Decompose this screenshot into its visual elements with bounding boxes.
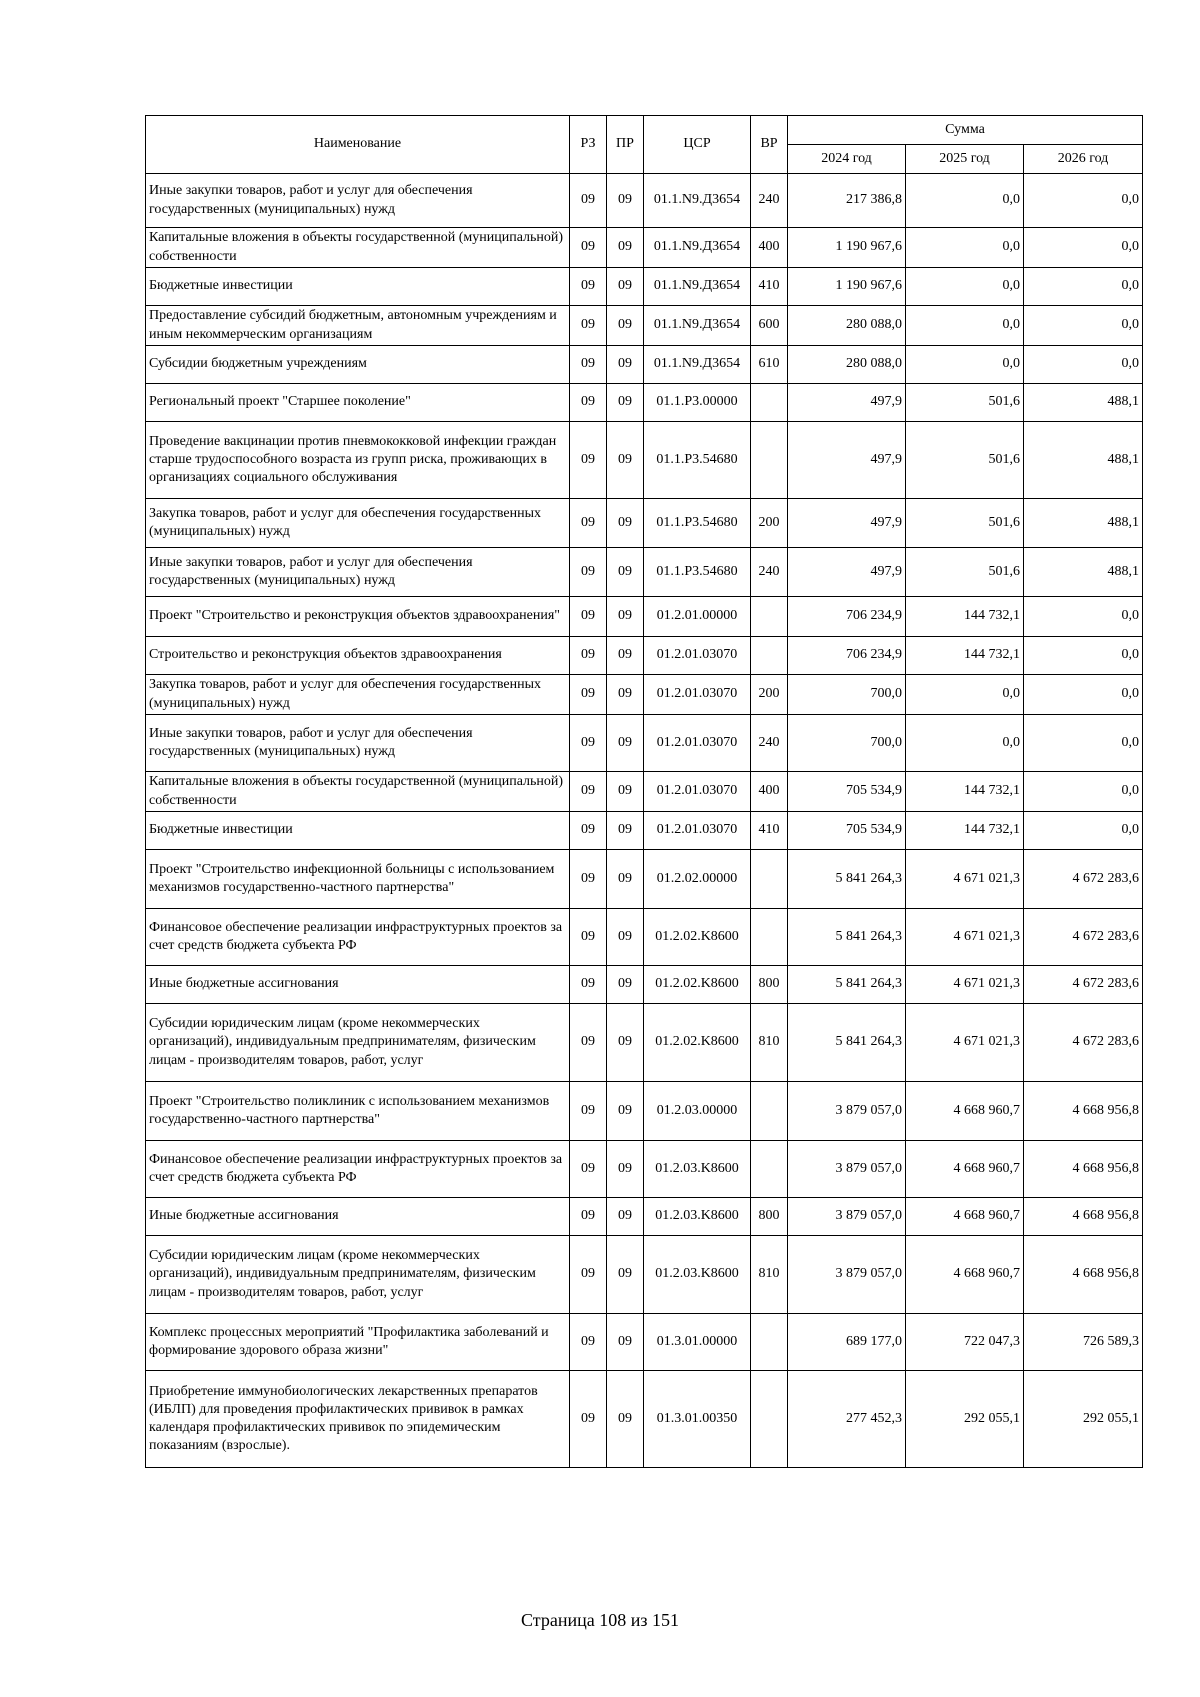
table-row (146, 1314, 1143, 1371)
row-sum-2026: 4 672 283,6 (1024, 850, 1143, 909)
row-sum-2025: 0,0 (906, 228, 1024, 268)
table-row (146, 1004, 1143, 1082)
table-row (146, 548, 1143, 597)
row-sum-2024: 5 841 264,3 (788, 1004, 906, 1082)
row-rz: 09 (570, 1371, 607, 1468)
row-rz: 09 (570, 715, 607, 772)
row-rz: 09 (570, 228, 607, 268)
table-row (146, 268, 1143, 306)
row-sum-2024: 497,9 (788, 422, 906, 499)
row-pr: 09 (607, 715, 644, 772)
row-sum-2024: 5 841 264,3 (788, 850, 906, 909)
row-name: Капитальные вложения в объекты государственной (муниципальной) собственности (146, 772, 570, 812)
row-rz: 09 (570, 1314, 607, 1371)
row-name: Иные бюджетные ассигнования (146, 1198, 570, 1236)
row-sum-2025: 501,6 (906, 548, 1024, 597)
row-sum-2024: 706 234,9 (788, 597, 906, 637)
row-csr: 01.1.P3.00000 (644, 384, 751, 422)
row-rz: 09 (570, 597, 607, 637)
row-pr: 09 (607, 812, 644, 850)
row-sum-2026: 0,0 (1024, 715, 1143, 772)
row-pr: 09 (607, 422, 644, 499)
row-vr (751, 909, 788, 966)
row-csr: 01.1.P3.54680 (644, 422, 751, 499)
row-sum-2026: 0,0 (1024, 174, 1143, 228)
row-sum-2026: 292 055,1 (1024, 1371, 1143, 1468)
header-csr: ЦСР (644, 116, 751, 174)
row-vr: 400 (751, 228, 788, 268)
header-name: Наименование (146, 116, 570, 174)
row-csr: 01.2.03.K8600 (644, 1198, 751, 1236)
row-vr: 200 (751, 499, 788, 548)
table-row (146, 499, 1143, 548)
row-name: Финансовое обеспечение реализации инфраструктурных проектов за счет средств бюджета субъекта РФ (146, 909, 570, 966)
row-sum-2025: 0,0 (906, 268, 1024, 306)
row-csr: 01.2.03.K8600 (644, 1236, 751, 1314)
row-sum-2026: 726 589,3 (1024, 1314, 1143, 1371)
row-sum-2024: 3 879 057,0 (788, 1082, 906, 1141)
row-name: Закупка товаров, работ и услуг для обеспечения государственных (муниципальных) нужд (146, 675, 570, 715)
row-sum-2025: 0,0 (906, 174, 1024, 228)
row-name: Иные закупки товаров, работ и услуг для обеспечения государственных (муниципальных) нужд (146, 174, 570, 228)
row-vr (751, 422, 788, 499)
row-sum-2026: 4 672 283,6 (1024, 966, 1143, 1004)
row-pr: 09 (607, 909, 644, 966)
row-sum-2026: 0,0 (1024, 772, 1143, 812)
row-rz: 09 (570, 637, 607, 675)
row-name: Иные закупки товаров, работ и услуг для обеспечения государственных (муниципальных) нужд (146, 548, 570, 597)
row-rz: 09 (570, 346, 607, 384)
row-sum-2024: 217 386,8 (788, 174, 906, 228)
row-csr: 01.2.02.K8600 (644, 966, 751, 1004)
table-header (146, 116, 1143, 174)
row-sum-2026: 488,1 (1024, 422, 1143, 499)
header-vr: ВР (751, 116, 788, 174)
row-sum-2025: 4 668 960,7 (906, 1082, 1024, 1141)
row-sum-2025: 501,6 (906, 499, 1024, 548)
row-sum-2024: 497,9 (788, 499, 906, 548)
row-pr: 09 (607, 966, 644, 1004)
row-csr: 01.2.01.03070 (644, 637, 751, 675)
budget-table (145, 115, 1143, 1468)
row-vr (751, 850, 788, 909)
row-pr: 09 (607, 174, 644, 228)
row-vr: 240 (751, 548, 788, 597)
row-pr: 09 (607, 384, 644, 422)
row-sum-2024: 280 088,0 (788, 306, 906, 346)
table-row (146, 346, 1143, 384)
row-pr: 09 (607, 268, 644, 306)
row-csr: 01.1.N9.Д3654 (644, 268, 751, 306)
table-row (146, 1371, 1143, 1468)
row-rz: 09 (570, 909, 607, 966)
row-rz: 09 (570, 268, 607, 306)
header-year-2025: 2025 год (906, 145, 1024, 174)
row-sum-2024: 497,9 (788, 548, 906, 597)
row-rz: 09 (570, 772, 607, 812)
row-csr: 01.2.01.03070 (644, 772, 751, 812)
row-csr: 01.3.01.00000 (644, 1314, 751, 1371)
row-name: Иные бюджетные ассигнования (146, 966, 570, 1004)
row-sum-2025: 4 671 021,3 (906, 966, 1024, 1004)
row-rz: 09 (570, 812, 607, 850)
row-sum-2025: 0,0 (906, 306, 1024, 346)
row-sum-2026: 488,1 (1024, 384, 1143, 422)
row-sum-2024: 3 879 057,0 (788, 1198, 906, 1236)
row-pr: 09 (607, 1004, 644, 1082)
table-row (146, 384, 1143, 422)
row-name: Субсидии юридическим лицам (кроме некоммерческих организаций), индивидуальным предпринимателям, физическим лицам - производителям товаров, работ, услуг (146, 1004, 570, 1082)
row-vr: 410 (751, 812, 788, 850)
row-pr: 09 (607, 306, 644, 346)
row-csr: 01.2.03.00000 (644, 1082, 751, 1141)
row-name: Проект "Строительство инфекционной больницы с использованием механизмов государственно-частного партнерства" (146, 850, 570, 909)
row-csr: 01.2.02.00000 (644, 850, 751, 909)
row-pr: 09 (607, 772, 644, 812)
table-row (146, 422, 1143, 499)
table-row (146, 1141, 1143, 1198)
row-vr (751, 1314, 788, 1371)
row-name: Закупка товаров, работ и услуг для обеспечения государственных (муниципальных) нужд (146, 499, 570, 548)
row-pr: 09 (607, 1236, 644, 1314)
row-sum-2026: 0,0 (1024, 812, 1143, 850)
table-row (146, 597, 1143, 637)
row-vr: 240 (751, 174, 788, 228)
row-pr: 09 (607, 675, 644, 715)
row-sum-2024: 3 879 057,0 (788, 1236, 906, 1314)
header-year-2024: 2024 год (788, 145, 906, 174)
row-name: Проведение вакцинации против пневмококковой инфекции граждан старше трудоспособного возраста из групп риска, проживающих в организациях социального обслуживания (146, 422, 570, 499)
row-rz: 09 (570, 384, 607, 422)
row-name: Проект "Строительство и реконструкция объектов здравоохранения" (146, 597, 570, 637)
table-row (146, 772, 1143, 812)
header-year-2026: 2026 год (1024, 145, 1143, 174)
row-vr (751, 1141, 788, 1198)
row-rz: 09 (570, 850, 607, 909)
row-sum-2025: 0,0 (906, 715, 1024, 772)
table-row (146, 850, 1143, 909)
row-pr: 09 (607, 850, 644, 909)
row-rz: 09 (570, 499, 607, 548)
row-sum-2025: 4 671 021,3 (906, 850, 1024, 909)
row-sum-2025: 144 732,1 (906, 812, 1024, 850)
table-row (146, 675, 1143, 715)
row-sum-2024: 497,9 (788, 384, 906, 422)
row-rz: 09 (570, 174, 607, 228)
row-pr: 09 (607, 1141, 644, 1198)
table-row (146, 228, 1143, 268)
row-pr: 09 (607, 637, 644, 675)
row-sum-2026: 4 672 283,6 (1024, 1004, 1143, 1082)
row-sum-2026: 488,1 (1024, 548, 1143, 597)
row-csr: 01.1.P3.54680 (644, 548, 751, 597)
row-sum-2026: 0,0 (1024, 228, 1143, 268)
row-csr: 01.2.01.03070 (644, 675, 751, 715)
row-csr: 01.2.01.03070 (644, 715, 751, 772)
row-pr: 09 (607, 1371, 644, 1468)
row-sum-2024: 706 234,9 (788, 637, 906, 675)
row-csr: 01.1.N9.Д3654 (644, 306, 751, 346)
row-name: Бюджетные инвестиции (146, 812, 570, 850)
row-rz: 09 (570, 1141, 607, 1198)
row-sum-2024: 700,0 (788, 715, 906, 772)
row-pr: 09 (607, 499, 644, 548)
row-rz: 09 (570, 1236, 607, 1314)
row-pr: 09 (607, 228, 644, 268)
row-name: Строительство и реконструкция объектов здравоохранения (146, 637, 570, 675)
row-vr: 810 (751, 1236, 788, 1314)
row-vr: 610 (751, 346, 788, 384)
row-sum-2025: 4 668 960,7 (906, 1141, 1024, 1198)
row-sum-2025: 722 047,3 (906, 1314, 1024, 1371)
table-row (146, 1082, 1143, 1141)
row-vr: 600 (751, 306, 788, 346)
row-sum-2025: 4 668 960,7 (906, 1198, 1024, 1236)
row-sum-2025: 144 732,1 (906, 772, 1024, 812)
row-sum-2026: 4 668 956,8 (1024, 1236, 1143, 1314)
table-row (146, 306, 1143, 346)
row-vr (751, 597, 788, 637)
row-vr: 400 (751, 772, 788, 812)
row-csr: 01.2.01.03070 (644, 812, 751, 850)
row-name: Бюджетные инвестиции (146, 268, 570, 306)
row-vr: 200 (751, 675, 788, 715)
table-row (146, 1236, 1143, 1314)
row-csr: 01.2.02.K8600 (644, 1004, 751, 1082)
row-name: Субсидии бюджетным учреждениям (146, 346, 570, 384)
row-vr: 800 (751, 966, 788, 1004)
row-sum-2024: 5 841 264,3 (788, 909, 906, 966)
row-rz: 09 (570, 675, 607, 715)
row-sum-2026: 4 668 956,8 (1024, 1141, 1143, 1198)
row-pr: 09 (607, 1198, 644, 1236)
row-sum-2025: 0,0 (906, 346, 1024, 384)
row-name: Приобретение иммунобиологических лекарственных препаратов (ИБЛП) для проведения профилактических прививок в рамках календаря профилактических прививок по эпидемическим показаниям (взрослые). (146, 1371, 570, 1468)
page-number: Страница 108 из 151 (521, 1610, 679, 1630)
row-pr: 09 (607, 1314, 644, 1371)
row-sum-2025: 0,0 (906, 675, 1024, 715)
row-csr: 01.1.P3.54680 (644, 499, 751, 548)
row-name: Субсидии юридическим лицам (кроме некоммерческих организаций), индивидуальным предпринимателям, физическим лицам - производителям товаров, работ, услуг (146, 1236, 570, 1314)
table-row (146, 637, 1143, 675)
row-name: Региональный проект "Старшее поколение" (146, 384, 570, 422)
row-sum-2026: 4 668 956,8 (1024, 1082, 1143, 1141)
table-row (146, 812, 1143, 850)
row-vr: 240 (751, 715, 788, 772)
row-sum-2024: 5 841 264,3 (788, 966, 906, 1004)
row-name: Проект "Строительство поликлиник с использованием механизмов государственно-частного партнерства" (146, 1082, 570, 1141)
table-row (146, 1198, 1143, 1236)
row-name: Иные закупки товаров, работ и услуг для обеспечения государственных (муниципальных) нужд (146, 715, 570, 772)
row-sum-2025: 501,6 (906, 384, 1024, 422)
row-rz: 09 (570, 422, 607, 499)
row-vr (751, 637, 788, 675)
row-sum-2024: 280 088,0 (788, 346, 906, 384)
row-csr: 01.1.N9.Д3654 (644, 228, 751, 268)
row-rz: 09 (570, 1004, 607, 1082)
row-sum-2024: 689 177,0 (788, 1314, 906, 1371)
row-rz: 09 (570, 1082, 607, 1141)
row-name: Предоставление субсидий бюджетным, автономным учреждениям и иным некоммерческим организациям (146, 306, 570, 346)
table-row (146, 715, 1143, 772)
row-pr: 09 (607, 548, 644, 597)
row-vr (751, 1371, 788, 1468)
row-vr: 810 (751, 1004, 788, 1082)
row-rz: 09 (570, 966, 607, 1004)
row-sum-2024: 705 534,9 (788, 812, 906, 850)
row-rz: 09 (570, 548, 607, 597)
row-name: Капитальные вложения в объекты государственной (муниципальной) собственности (146, 228, 570, 268)
row-csr: 01.2.02.K8600 (644, 909, 751, 966)
row-csr: 01.2.03.K8600 (644, 1141, 751, 1198)
row-vr: 800 (751, 1198, 788, 1236)
row-sum-2026: 0,0 (1024, 306, 1143, 346)
row-sum-2025: 4 668 960,7 (906, 1236, 1024, 1314)
row-sum-2026: 0,0 (1024, 346, 1143, 384)
row-sum-2026: 0,0 (1024, 675, 1143, 715)
row-name: Финансовое обеспечение реализации инфраструктурных проектов за счет средств бюджета субъекта РФ (146, 1141, 570, 1198)
header-sum: Сумма (788, 116, 1143, 145)
row-sum-2026: 0,0 (1024, 597, 1143, 637)
row-name: Комплекс процессных мероприятий "Профилактика заболеваний и формирование здорового образа жизни" (146, 1314, 570, 1371)
table-row (146, 966, 1143, 1004)
row-csr: 01.1.N9.Д3654 (644, 346, 751, 384)
row-sum-2025: 4 671 021,3 (906, 909, 1024, 966)
row-vr: 410 (751, 268, 788, 306)
row-sum-2026: 0,0 (1024, 637, 1143, 675)
row-pr: 09 (607, 346, 644, 384)
row-rz: 09 (570, 306, 607, 346)
row-sum-2026: 0,0 (1024, 268, 1143, 306)
row-vr (751, 1082, 788, 1141)
row-sum-2024: 1 190 967,6 (788, 268, 906, 306)
row-sum-2024: 700,0 (788, 675, 906, 715)
row-sum-2026: 4 672 283,6 (1024, 909, 1143, 966)
row-pr: 09 (607, 597, 644, 637)
row-pr: 09 (607, 1082, 644, 1141)
row-csr: 01.3.01.00350 (644, 1371, 751, 1468)
row-rz: 09 (570, 1198, 607, 1236)
header-rz: РЗ (570, 116, 607, 174)
row-sum-2024: 277 452,3 (788, 1371, 906, 1468)
row-sum-2024: 3 879 057,0 (788, 1141, 906, 1198)
row-sum-2024: 705 534,9 (788, 772, 906, 812)
table-body (146, 174, 1143, 1468)
row-sum-2025: 501,6 (906, 422, 1024, 499)
row-sum-2025: 144 732,1 (906, 637, 1024, 675)
row-sum-2026: 4 668 956,8 (1024, 1198, 1143, 1236)
row-vr (751, 384, 788, 422)
header-pr: ПР (607, 116, 644, 174)
row-sum-2025: 144 732,1 (906, 597, 1024, 637)
row-csr: 01.1.N9.Д3654 (644, 174, 751, 228)
table-row (146, 174, 1143, 228)
table-row (146, 909, 1143, 966)
row-csr: 01.2.01.00000 (644, 597, 751, 637)
row-sum-2026: 488,1 (1024, 499, 1143, 548)
row-sum-2025: 4 671 021,3 (906, 1004, 1024, 1082)
row-sum-2025: 292 055,1 (906, 1371, 1024, 1468)
row-sum-2024: 1 190 967,6 (788, 228, 906, 268)
